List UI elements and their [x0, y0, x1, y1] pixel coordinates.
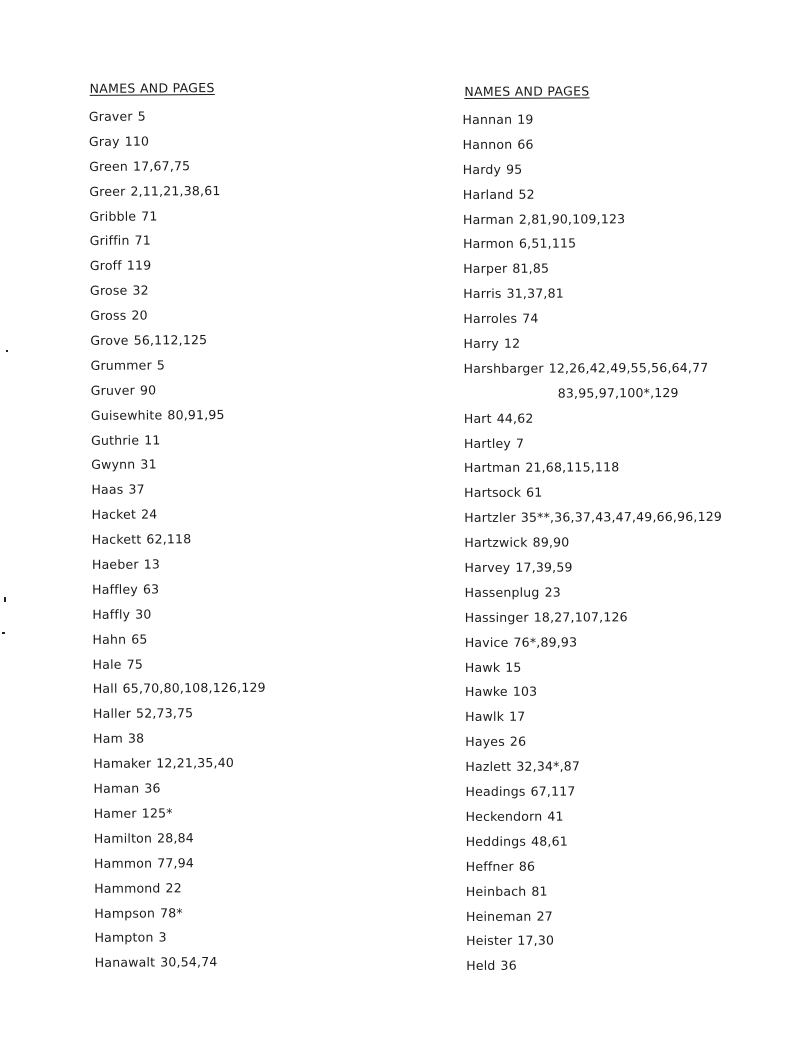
index-entry	[464, 359, 722, 385]
entry-page-numbers: 6,51,115	[518, 235, 577, 252]
entry-surname: Hamer	[93, 805, 137, 821]
index-entry	[94, 903, 267, 929]
entry-page-numbers: 15	[505, 659, 522, 675]
index-entry	[462, 110, 720, 136]
entry-page-numbers: 36	[500, 958, 517, 974]
entry-surname: Hannon	[462, 136, 513, 152]
entry-surname: Hartzwick	[464, 534, 528, 551]
entry-page-numbers: 83,95,97,100*,129	[557, 384, 679, 401]
entry-surname: Gwynn	[91, 457, 136, 473]
entry-page-numbers: 18,27,107,126	[533, 609, 628, 625]
entry-page-numbers: 31,37,81	[506, 285, 564, 302]
index-entry	[92, 629, 265, 655]
entry-surname: Haman	[93, 780, 140, 796]
entry-page-numbers: 12	[503, 335, 521, 351]
entry-page-numbers: 95	[506, 161, 523, 177]
entry-page-numbers: 125*	[141, 805, 173, 821]
entry-page-numbers: 11	[144, 432, 161, 448]
index-entry	[466, 881, 724, 907]
index-entry	[89, 157, 262, 183]
entry-surname: Harry	[463, 335, 500, 351]
index-entry	[94, 928, 267, 954]
entry-page-numbers: 26	[509, 733, 527, 750]
index-entry	[89, 181, 262, 207]
index-entry	[464, 433, 722, 459]
entry-page-numbers: 119	[126, 257, 152, 274]
entry-page-numbers: 62,118	[146, 531, 192, 547]
scan-speck	[4, 597, 6, 602]
index-entry	[90, 306, 263, 332]
index-entry	[92, 505, 265, 531]
index-entry	[92, 555, 265, 581]
index-entry	[463, 185, 721, 211]
entry-surname: Hawke	[464, 684, 508, 700]
entry-page-numbers: 35**,36,37,43,47,49,66,96,129	[520, 509, 723, 525]
entry-surname: Hawlk	[465, 709, 505, 725]
index-entry	[465, 682, 723, 708]
entry-page-numbers: 52	[518, 186, 535, 202]
entry-page-numbers: 7	[515, 435, 525, 451]
entry-page-numbers: 110	[124, 133, 150, 149]
index-entry	[463, 309, 721, 335]
entry-surname: Held	[466, 958, 496, 974]
entry-surname: Guisewhite	[90, 407, 163, 423]
entry-surname: Hazlett	[465, 758, 512, 775]
entry-surname: Harroles	[463, 310, 518, 327]
index-entry	[464, 458, 722, 484]
entry-surname: Hale	[92, 656, 122, 672]
index-entry	[465, 608, 723, 634]
entry-page-numbers: 81,85	[512, 260, 550, 277]
entry-page-numbers: 2,81,90,109,123	[518, 210, 626, 227]
index-entry	[91, 430, 264, 456]
entry-page-numbers: 31	[140, 456, 157, 473]
entry-surname: Greer	[89, 183, 126, 199]
entry-surname: Harvey	[464, 559, 511, 576]
index-entry	[94, 853, 267, 879]
entry-surname: Hahn	[92, 631, 127, 647]
index-entry	[463, 135, 721, 161]
entry-page-numbers: 5	[156, 357, 166, 373]
index-entry	[464, 483, 722, 509]
entry-page-numbers: 22	[165, 879, 182, 896]
entry-page-numbers: 5	[137, 108, 146, 124]
index-entry	[465, 732, 723, 758]
entry-surname: Green	[89, 158, 129, 174]
entry-page-numbers: 71	[134, 232, 151, 249]
scan-speck	[2, 632, 5, 634]
entry-page-numbers: 71	[141, 208, 158, 224]
entry-page-numbers: 17,67,75	[132, 158, 191, 174]
entry-surname: Hartzler	[464, 510, 516, 526]
entry-page-numbers: 61	[526, 484, 543, 501]
index-entry	[94, 804, 267, 830]
index-entry	[92, 605, 265, 631]
entry-surname: Hawk	[464, 659, 501, 675]
entry-surname: Haeber	[91, 556, 139, 572]
index-entry	[93, 754, 266, 780]
entry-surname: Gruver	[90, 382, 135, 398]
entry-surname: Heddings	[465, 833, 527, 849]
index-entry-list	[462, 110, 724, 982]
entry-page-numbers: 78*	[159, 904, 183, 920]
entry-surname: Hacket	[91, 506, 137, 523]
entry-page-numbers: 24	[141, 506, 158, 522]
entry-surname: Gribble	[89, 208, 137, 224]
entry-page-numbers: 32	[132, 282, 149, 298]
index-entry	[463, 334, 721, 360]
index-entry	[90, 281, 263, 307]
entry-page-numbers: 37	[128, 481, 145, 498]
entry-page-numbers: 75	[126, 656, 144, 672]
entry-surname: Harshbarger	[463, 360, 544, 376]
index-entry	[90, 256, 263, 282]
index-entry	[463, 234, 721, 260]
entry-surname: Harris	[463, 286, 502, 302]
entry-surname: Haffley	[92, 581, 138, 597]
index-entry	[465, 657, 723, 683]
entry-page-numbers: 38	[127, 730, 145, 746]
entry-page-numbers: 56,112,125	[133, 332, 208, 348]
entry-surname: Harper	[463, 261, 508, 277]
index-entry	[466, 807, 724, 833]
entry-surname: Harman	[462, 211, 514, 227]
entry-page-numbers: 63	[142, 581, 160, 597]
entry-page-numbers: 17,30	[517, 932, 555, 949]
entry-surname: Grove	[90, 332, 129, 348]
entry-page-numbers: 30,54,74	[160, 954, 218, 970]
entry-page-numbers: 20	[131, 307, 148, 323]
entry-page-numbers: 19	[517, 111, 534, 127]
entry-surname: Hassinger	[464, 609, 529, 625]
entry-page-numbers: 65	[131, 631, 148, 647]
entry-surname: Haller	[92, 706, 132, 722]
entry-page-numbers: 89,90	[532, 534, 570, 550]
entry-surname: Grummer	[90, 357, 152, 373]
index-entry	[93, 704, 266, 730]
entry-page-numbers: 3	[158, 929, 167, 945]
entry-surname: Heffner	[465, 858, 514, 874]
entry-page-numbers: 74	[522, 310, 539, 326]
index-entry	[90, 231, 263, 257]
entry-page-numbers: 65,70,80,108,126,129	[122, 680, 266, 697]
index-entry	[90, 331, 263, 357]
entry-page-numbers: 66	[517, 136, 534, 152]
index-entry	[464, 558, 722, 584]
index-entry	[91, 480, 264, 506]
index-entry	[95, 953, 268, 979]
index-entry	[465, 633, 723, 659]
entry-surname: Groff	[89, 258, 122, 274]
index-entry	[465, 583, 723, 609]
entry-page-numbers: 103	[512, 684, 538, 700]
entry-page-numbers: 17	[509, 709, 526, 725]
index-entry	[93, 654, 266, 680]
index-entry	[89, 206, 262, 232]
entry-page-numbers: 52,73,75	[135, 705, 194, 722]
entry-page-numbers: 86	[518, 858, 536, 874]
column-heading: NAMES AND PAGES	[464, 83, 590, 99]
index-entry	[91, 405, 264, 431]
index-entry	[465, 707, 723, 733]
index-entry	[92, 580, 265, 606]
entry-surname: Haas	[91, 482, 124, 498]
entry-page-numbers: 27	[536, 908, 553, 924]
entry-surname: Guthrie	[91, 432, 140, 448]
entry-surname: Ham	[93, 730, 124, 747]
entry-page-numbers: 30	[135, 606, 152, 622]
index-entry	[466, 857, 724, 883]
index-entry-list	[89, 107, 268, 979]
entry-surname: Hamilton	[93, 830, 153, 846]
entry-surname: Haffly	[92, 606, 131, 622]
entry-page-numbers: 23	[544, 584, 561, 600]
entry-page-numbers: 13	[143, 556, 161, 572]
entry-surname: Hardy	[462, 161, 502, 177]
entry-page-numbers: 80,91,95	[167, 406, 225, 423]
index-entry	[90, 356, 263, 382]
entry-surname: Graver	[88, 108, 133, 124]
entry-surname: Hammond	[94, 880, 161, 896]
entry-page-numbers: 2,11,21,38,61	[130, 182, 221, 199]
index-entry	[94, 878, 267, 904]
index-entry-continuation	[464, 384, 722, 410]
entry-page-numbers: 17,39,59	[515, 559, 573, 575]
entry-surname: Griffin	[89, 233, 130, 249]
entry-page-numbers: 44,62	[496, 410, 534, 426]
index-entry	[465, 757, 723, 783]
entry-page-numbers: 32,34*,87	[516, 758, 581, 774]
entry-surname: Hartsock	[464, 485, 522, 501]
index-entry	[464, 533, 722, 559]
index-entry	[464, 409, 722, 435]
index-entry	[466, 832, 724, 858]
index-entry	[91, 455, 264, 481]
entry-page-numbers: 28,84	[157, 830, 194, 846]
entry-page-numbers: 36	[144, 780, 161, 796]
entry-page-numbers: 81	[531, 883, 548, 899]
entry-surname: Hampton	[94, 929, 154, 946]
entry-surname: Harland	[462, 186, 514, 202]
entry-surname: Gray	[88, 133, 120, 149]
entry-surname: Hartman	[464, 460, 521, 476]
entry-surname: Hayes	[465, 734, 505, 750]
entry-surname: Gross	[90, 307, 127, 324]
entry-surname: Hall	[92, 681, 118, 697]
index-entry	[94, 829, 267, 855]
entry-surname: Havice	[464, 634, 509, 650]
entry-page-numbers: 41	[547, 808, 564, 824]
index-entry	[466, 906, 724, 932]
index-entry	[465, 782, 723, 808]
index-entry	[93, 729, 266, 755]
entry-page-numbers: 12,21,35,40	[156, 755, 235, 771]
entry-surname: Headings	[465, 783, 526, 800]
index-entry	[92, 530, 265, 556]
entry-surname: Hanawalt	[94, 954, 156, 971]
index-entry	[93, 679, 266, 705]
index-entry	[89, 107, 262, 133]
index-entry	[464, 508, 722, 534]
index-entry	[89, 132, 262, 158]
entry-surname: Harmon	[463, 236, 515, 252]
entry-surname: Grose	[89, 282, 128, 299]
entry-page-numbers: 21,68,115,118	[525, 459, 620, 476]
entry-page-numbers: 67,117	[530, 783, 576, 799]
entry-surname: Heinbach	[465, 883, 527, 899]
entry-surname: Hannan	[462, 111, 513, 127]
entry-surname: Hassenplug	[464, 584, 540, 600]
entry-page-numbers: 76*,89,93	[513, 634, 578, 650]
entry-surname: Heckendorn	[465, 808, 543, 824]
index-entry	[91, 381, 264, 407]
index-entry	[466, 956, 724, 982]
column-heading: NAMES AND PAGES	[89, 80, 215, 96]
index-entry	[463, 160, 721, 186]
entry-surname: Hammon	[93, 855, 153, 871]
scan-speck	[6, 350, 8, 352]
index-entry	[466, 931, 724, 957]
index-entry	[463, 259, 721, 285]
entry-page-numbers: 12,26,42,49,55,56,64,77	[548, 359, 709, 376]
entry-surname: Hampson	[94, 904, 156, 921]
entry-surname: Hackett	[91, 531, 142, 548]
entry-page-numbers: 48,61	[531, 833, 568, 849]
entry-surname: Hamaker	[93, 755, 152, 772]
entry-surname: Hartley	[463, 435, 512, 451]
entry-page-numbers: 90	[139, 382, 157, 398]
index-entry	[463, 209, 721, 235]
entry-surname: Heineman	[465, 908, 532, 924]
index-entry	[93, 779, 266, 805]
entry-surname: Hart	[463, 410, 492, 426]
index-entry	[463, 284, 721, 310]
entry-page-numbers: 77,94	[157, 854, 195, 871]
entry-surname: Heister	[466, 933, 513, 949]
